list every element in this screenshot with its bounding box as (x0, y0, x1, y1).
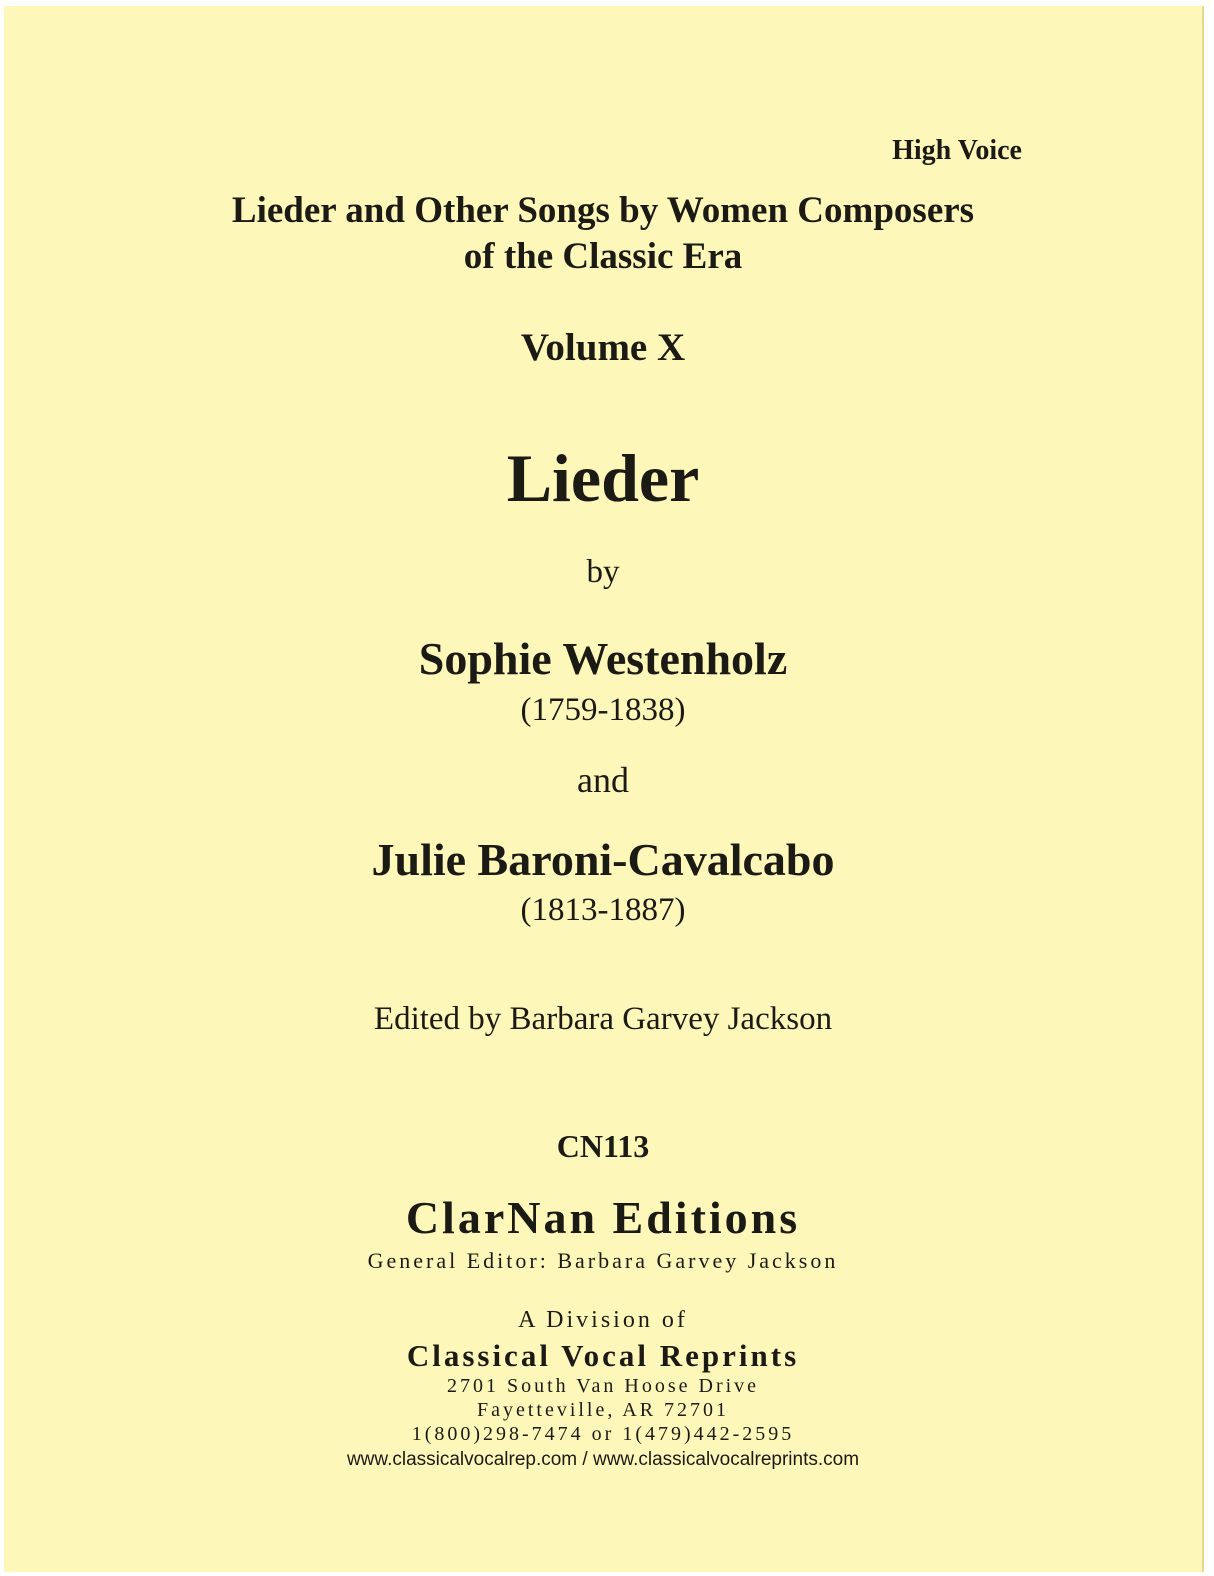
editor-credit: Edited by Barbara Garvey Jackson (373, 1001, 833, 1037)
cover-page (4, 6, 1204, 1572)
series-title-line-2: of the Classic Era (463, 236, 743, 277)
main-title: Lieder (506, 440, 700, 516)
and-label: and (577, 760, 629, 800)
phone-numbers: 1(800)298-7474 or 1(479)442-2595 (411, 1423, 795, 1445)
composer-2-dates: (1813-1887) (520, 892, 686, 928)
catalog-number: CN113 (556, 1128, 650, 1164)
voice-type: High Voice (892, 135, 1022, 166)
division-of: A Division of (518, 1307, 688, 1333)
websites: www.classicalvocalrep.com / www.classicalvocalreprints.com (346, 1449, 860, 1470)
composer-1-dates: (1759-1838) (520, 692, 686, 728)
general-editor: General Editor: Barbara Garvey Jackson (367, 1248, 839, 1273)
by-label: by (586, 554, 620, 590)
parent-publisher: Classical Vocal Reprints (406, 1338, 800, 1373)
address-line-2: Fayetteville, AR 72701 (476, 1399, 730, 1421)
address-line-1: 2701 South Van Hoose Drive (446, 1375, 760, 1397)
composer-1-name: Sophie Westenholz (418, 633, 788, 684)
composer-2-name: Julie Baroni-Cavalcabo (371, 834, 835, 885)
series-title-line-1: Lieder and Other Songs by Women Composers (231, 190, 975, 231)
volume: Volume X (520, 326, 686, 369)
publisher-name: ClarNan Editions (405, 1192, 801, 1243)
